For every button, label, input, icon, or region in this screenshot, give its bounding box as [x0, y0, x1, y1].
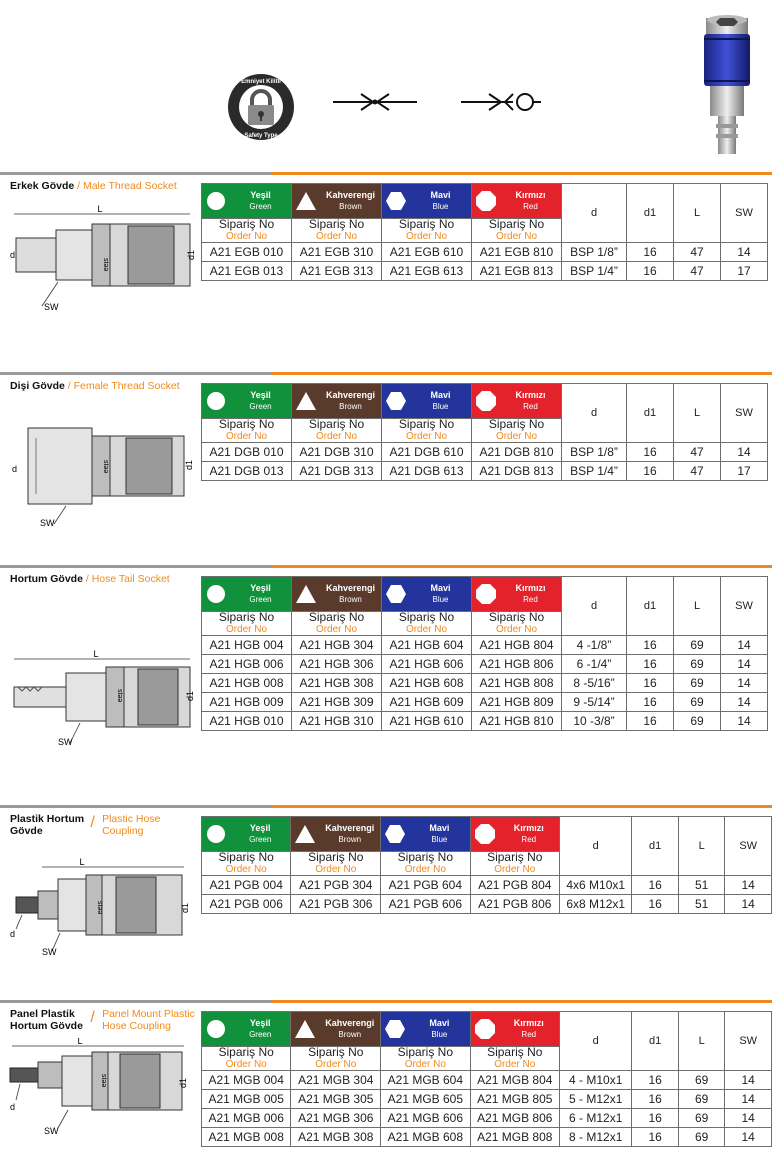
svg-text:L: L [77, 1038, 83, 1046]
svg-text:L: L [93, 649, 99, 659]
cell: 14 [721, 243, 768, 262]
cell: 69 [678, 1071, 724, 1090]
cell: A21 EGB 813 [472, 262, 562, 281]
table-row [202, 443, 768, 462]
plastic-hose-drawing [8, 857, 198, 967]
title-tr: Hortum Gövde [10, 573, 83, 585]
section-panel-mount-coupling [0, 1000, 772, 1158]
header-brown: Kahverengi Brown [292, 577, 382, 612]
order-no-label: Sipariş No Order No [202, 1047, 291, 1071]
cell: 5 - M12x1 [560, 1090, 632, 1109]
cell: A21 HGB 010 [202, 712, 292, 731]
cell: A21 MGB 806 [470, 1109, 560, 1128]
cell: 14 [721, 674, 768, 693]
cell: 69 [678, 1109, 724, 1128]
cell: A21 PGB 004 [202, 876, 291, 895]
order-table [201, 576, 768, 731]
cell: A21 MGB 808 [470, 1128, 560, 1147]
cell: A21 DGB 013 [202, 462, 292, 481]
panel-mount-drawing [8, 1038, 198, 1148]
svg-text:stəə: stəə [102, 258, 109, 272]
header-brown: Kahverengi Brown [291, 1012, 381, 1047]
cell: A21 MGB 305 [291, 1090, 381, 1109]
title-tr: Panel Plastik Hortum Gövde [10, 1008, 83, 1032]
cell: 14 [721, 636, 768, 655]
table-row [202, 1128, 772, 1147]
section-divider [0, 805, 772, 808]
header-brown: Kahverengi Brown [291, 817, 381, 852]
cell: 69 [678, 1128, 724, 1147]
header-green: Yeşil Green [202, 184, 292, 219]
header-d1: d1 [632, 1012, 678, 1071]
header-green: Yeşil Green [202, 577, 292, 612]
cell: 9 -5/14” [562, 693, 627, 712]
cell: 16 [627, 712, 674, 731]
title-en: Panel Mount Plastic Hose Coupling [102, 1008, 195, 1032]
order-no-label: Sipariş No Order No [472, 219, 562, 243]
table-row [202, 1109, 772, 1128]
order-no-label: Sipariş No Order No [292, 612, 382, 636]
cell: A21 HGB 608 [382, 674, 472, 693]
svg-text:d1: d1 [185, 690, 195, 701]
svg-text:stəə: stəə [96, 901, 103, 915]
cell: BSP 1/8” [562, 443, 627, 462]
cell: 4 - M10x1 [560, 1071, 632, 1090]
cell: A21 EGB 310 [292, 243, 382, 262]
header-blue: Mavi Blue [382, 184, 472, 219]
safety-lock-badge-icon [226, 72, 296, 142]
table-row [202, 462, 768, 481]
cell: A21 DGB 010 [202, 443, 292, 462]
order-no-label: Sipariş No Order No [292, 419, 382, 443]
cell: A21 MGB 606 [381, 1109, 470, 1128]
cell: A21 HGB 810 [472, 712, 562, 731]
svg-text:SW: SW [44, 302, 59, 312]
header-green: Yeşil Green [202, 817, 291, 852]
header-SW: SW [721, 384, 768, 443]
header-d1: d1 [627, 577, 674, 636]
cell: A21 PGB 604 [381, 876, 470, 895]
order-no-label: Sipariş No Order No [472, 419, 562, 443]
svg-text:d: d [10, 929, 16, 939]
section-title: Panel Plastik Hortum Gövde / Panel Mount Plastic Hose Coupling [10, 1008, 200, 1032]
header-red: Kırmızı Red [470, 817, 560, 852]
cell: 69 [674, 674, 721, 693]
badge-line2: Safety Type [244, 133, 278, 139]
svg-text:d1: d1 [178, 1077, 188, 1088]
cell: 51 [678, 876, 724, 895]
cell: A21 MGB 604 [381, 1071, 470, 1090]
catalog-header [0, 0, 772, 175]
cell: 16 [632, 1128, 678, 1147]
order-no-label: Sipariş No Order No [202, 219, 292, 243]
cell: 16 [627, 655, 674, 674]
section-hose-tail-socket [0, 565, 772, 800]
cell: 16 [632, 1109, 678, 1128]
cell: A21 HGB 004 [202, 636, 292, 655]
badge-line1: Emniyet Kilitli [241, 79, 281, 85]
cell: 51 [678, 895, 724, 914]
svg-text:d1: d1 [184, 459, 194, 470]
cell: A21 MGB 804 [470, 1071, 560, 1090]
cell: A21 EGB 613 [382, 262, 472, 281]
cell: 4x6 M10x1 [560, 876, 632, 895]
svg-text:SW: SW [40, 518, 55, 528]
order-no-label: Sipariş No Order No [470, 1047, 560, 1071]
header-L: L [674, 577, 721, 636]
header-d: d [560, 1012, 632, 1071]
cell: 16 [632, 1090, 678, 1109]
cell: 8 -5/16” [562, 674, 627, 693]
cell: 69 [678, 1090, 724, 1109]
cell: A21 EGB 013 [202, 262, 292, 281]
cell: A21 PGB 606 [381, 895, 470, 914]
cell: A21 HGB 310 [292, 712, 382, 731]
cell: 16 [627, 243, 674, 262]
section-female-thread-socket [0, 372, 772, 562]
header-brown: Kahverengi Brown [292, 184, 382, 219]
section-divider [0, 172, 772, 175]
cell: BSP 1/4” [562, 262, 627, 281]
header-blue: Mavi Blue [382, 384, 472, 419]
cell: A21 MGB 005 [202, 1090, 291, 1109]
cell: A21 DGB 613 [382, 462, 472, 481]
header-green: Yeşil Green [202, 384, 292, 419]
cell: 16 [627, 462, 674, 481]
section-title: Plastik Hortum Gövde / Plastic Hose Coupling [10, 813, 200, 837]
cell: 16 [632, 1071, 678, 1090]
cell: 6x8 M12x1 [560, 895, 632, 914]
cell: A21 HGB 308 [292, 674, 382, 693]
cell: A21 EGB 010 [202, 243, 292, 262]
cell: 14 [725, 895, 772, 914]
cell: A21 HGB 610 [382, 712, 472, 731]
order-table [201, 1011, 772, 1147]
svg-text:stəə: stəə [116, 689, 123, 703]
cell: A21 HGB 008 [202, 674, 292, 693]
section-title: Hortum Gövde / Hose Tail Socket [10, 573, 170, 585]
header-L: L [674, 384, 721, 443]
order-no-label: Sipariş No Order No [202, 852, 291, 876]
order-no-label: Sipariş No Order No [382, 419, 472, 443]
cell: 69 [674, 712, 721, 731]
header-d: d [562, 384, 627, 443]
cell: 17 [721, 462, 768, 481]
cell: 69 [674, 693, 721, 712]
cell: A21 MGB 308 [291, 1128, 381, 1147]
svg-text:L: L [97, 204, 103, 214]
cell: A21 DGB 310 [292, 443, 382, 462]
cell: 6 - M12x1 [560, 1109, 632, 1128]
cell: A21 MGB 605 [381, 1090, 470, 1109]
female-socket-drawing [8, 408, 198, 528]
table-row [202, 895, 772, 914]
cell: 47 [674, 262, 721, 281]
cell: 6 -1/4” [562, 655, 627, 674]
header-d: d [562, 184, 627, 243]
cell: 16 [627, 693, 674, 712]
order-no-label: Sipariş No Order No [291, 1047, 381, 1071]
table-row [202, 243, 768, 262]
cell: A21 HGB 606 [382, 655, 472, 674]
header-L: L [678, 1012, 724, 1071]
svg-text:SW: SW [42, 947, 57, 957]
header-blue: Mavi Blue [381, 1012, 470, 1047]
cell: A21 MGB 306 [291, 1109, 381, 1128]
svg-text:d1: d1 [180, 902, 190, 913]
order-no-label: Sipariş No Order No [202, 419, 292, 443]
header-green: Yeşil Green [202, 1012, 291, 1047]
table-row [202, 1090, 772, 1109]
order-no-label: Sipariş No Order No [202, 612, 292, 636]
header-SW: SW [721, 184, 768, 243]
cell: A21 HGB 809 [472, 693, 562, 712]
header-blue: Mavi Blue [382, 577, 472, 612]
svg-text:L: L [79, 857, 85, 867]
cell: A21 MGB 004 [202, 1071, 291, 1090]
section-divider [0, 565, 772, 568]
cell: 14 [721, 655, 768, 674]
order-no-label: Sipariş No Order No [382, 612, 472, 636]
cell: 10 -3/8” [562, 712, 627, 731]
header-d1: d1 [627, 384, 674, 443]
cell: BSP 1/4” [562, 462, 627, 481]
svg-text:SW: SW [44, 1126, 59, 1136]
cell: A21 PGB 806 [470, 895, 560, 914]
cell: 16 [627, 262, 674, 281]
section-title: Erkek Gövde / Male Thread Socket [10, 180, 177, 192]
table-row [202, 655, 768, 674]
cell: 47 [674, 243, 721, 262]
svg-text:d1: d1 [186, 249, 196, 260]
order-table [201, 816, 772, 914]
cell: A21 DGB 313 [292, 462, 382, 481]
cell: A21 HGB 808 [472, 674, 562, 693]
cell: 14 [721, 443, 768, 462]
cell: A21 DGB 810 [472, 443, 562, 462]
order-table [201, 383, 768, 481]
header-blue: Mavi Blue [381, 817, 470, 852]
cell: 16 [632, 876, 678, 895]
svg-text:d: d [10, 1102, 16, 1112]
coupling-symbol-icon [333, 90, 417, 114]
title-en: Hose Tail Socket [91, 573, 170, 585]
header-red: Kırmızı Red [472, 384, 562, 419]
cell: A21 EGB 810 [472, 243, 562, 262]
plug-symbol-icon [461, 90, 541, 114]
cell: 47 [674, 443, 721, 462]
order-no-label: Sipariş No Order No [381, 852, 470, 876]
table-row [202, 636, 768, 655]
cell: 14 [725, 876, 772, 895]
header-red: Kırmızı Red [472, 184, 562, 219]
cell: A21 MGB 006 [202, 1109, 291, 1128]
order-no-label: Sipariş No Order No [382, 219, 472, 243]
cell: A21 HGB 304 [292, 636, 382, 655]
svg-text:stəə: stəə [102, 460, 109, 474]
order-no-label: Sipariş No Order No [472, 612, 562, 636]
svg-text:d: d [10, 250, 16, 260]
order-no-label: Sipariş No Order No [470, 852, 560, 876]
header-L: L [674, 184, 721, 243]
cell: 14 [725, 1109, 772, 1128]
cell: 69 [674, 655, 721, 674]
header-red: Kırmızı Red [470, 1012, 560, 1047]
section-plastic-hose-coupling [0, 805, 772, 995]
cell: A21 PGB 006 [202, 895, 291, 914]
cell: A21 PGB 804 [470, 876, 560, 895]
cell: A21 HGB 006 [202, 655, 292, 674]
cell: 16 [627, 443, 674, 462]
cell: 14 [721, 693, 768, 712]
order-no-label: Sipariş No Order No [381, 1047, 470, 1071]
order-table [201, 183, 768, 281]
cell: A21 HGB 309 [292, 693, 382, 712]
title-en: Plastic Hose Coupling [102, 813, 161, 837]
cell: 16 [627, 674, 674, 693]
cell: A21 HGB 806 [472, 655, 562, 674]
cell: A21 HGB 609 [382, 693, 472, 712]
header-brown: Kahverengi Brown [292, 384, 382, 419]
header-d1: d1 [627, 184, 674, 243]
order-no-label: Sipariş No Order No [291, 852, 381, 876]
cell: A21 PGB 304 [291, 876, 381, 895]
cell: A21 MGB 608 [381, 1128, 470, 1147]
hose-tail-drawing [8, 647, 198, 757]
cell: 69 [674, 636, 721, 655]
cell: A21 HGB 804 [472, 636, 562, 655]
cell: A21 DGB 813 [472, 462, 562, 481]
title-en: Male Thread Socket [82, 180, 177, 192]
product-photo [698, 8, 756, 156]
cell: 47 [674, 462, 721, 481]
title-tr: Plastik Hortum Gövde [10, 813, 85, 837]
svg-text:stəə: stəə [100, 1074, 107, 1088]
section-divider [0, 372, 772, 375]
cell: A21 HGB 306 [292, 655, 382, 674]
cell: A21 MGB 805 [470, 1090, 560, 1109]
header-SW: SW [721, 577, 768, 636]
cell: 14 [725, 1090, 772, 1109]
cell: 17 [721, 262, 768, 281]
cell: BSP 1/8” [562, 243, 627, 262]
header-d: d [562, 577, 627, 636]
header-d: d [560, 817, 632, 876]
section-male-thread-socket [0, 172, 772, 372]
cell: 16 [627, 636, 674, 655]
order-no-label: Sipariş No Order No [292, 219, 382, 243]
cell: 14 [725, 1071, 772, 1090]
title-tr: Erkek Gövde [10, 180, 75, 192]
cell: A21 MGB 008 [202, 1128, 291, 1147]
table-row [202, 712, 768, 731]
title-en: Female Thread Socket [73, 380, 180, 392]
table-row [202, 876, 772, 895]
cell: A21 HGB 009 [202, 693, 292, 712]
cell: A21 EGB 313 [292, 262, 382, 281]
cell: 14 [725, 1128, 772, 1147]
cell: A21 DGB 610 [382, 443, 472, 462]
cell: 8 - M12x1 [560, 1128, 632, 1147]
cell: 14 [721, 712, 768, 731]
cell: A21 EGB 610 [382, 243, 472, 262]
header-L: L [678, 817, 724, 876]
header-red: Kırmızı Red [472, 577, 562, 612]
cell: A21 PGB 306 [291, 895, 381, 914]
section-divider [0, 1000, 772, 1003]
header-d1: d1 [632, 817, 678, 876]
table-row [202, 262, 768, 281]
svg-text:SW: SW [58, 737, 73, 747]
cell: 16 [632, 895, 678, 914]
header-SW: SW [725, 1012, 772, 1071]
cell: 4 -1/8” [562, 636, 627, 655]
cell: A21 MGB 304 [291, 1071, 381, 1090]
section-title: Dişi Gövde / Female Thread Socket [10, 380, 180, 392]
cell: A21 HGB 604 [382, 636, 472, 655]
table-row [202, 1071, 772, 1090]
table-row [202, 693, 768, 712]
title-tr: Dişi Gövde [10, 380, 65, 392]
table-row [202, 674, 768, 693]
header-SW: SW [725, 817, 772, 876]
svg-text:d: d [12, 464, 18, 474]
male-socket-drawing [8, 202, 198, 312]
